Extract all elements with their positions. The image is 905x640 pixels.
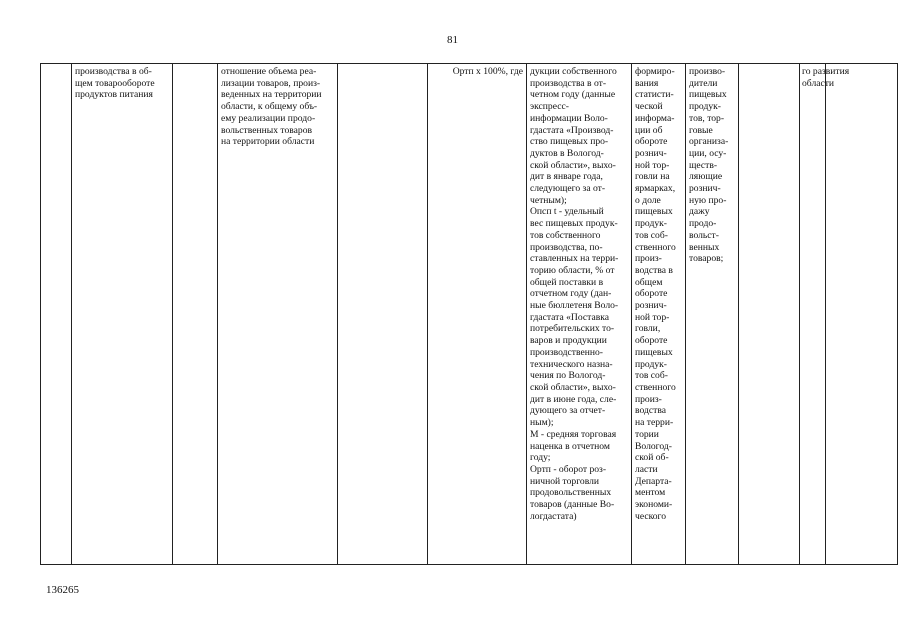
cell-text-line: произво- <box>689 66 726 77</box>
cell-text-line: ему реализации продо- <box>221 112 316 124</box>
cell-text-line: чения по Вологод- <box>530 370 606 382</box>
cell-text-line: производственно- <box>530 346 603 358</box>
cell-text-line: вольст- <box>689 229 719 241</box>
cell-text-line: рознич- <box>689 183 721 195</box>
cell-text-line: веденных на территории <box>221 89 322 101</box>
cell-participants <box>689 66 735 265</box>
cell-text-line: произ- <box>635 253 662 265</box>
cell-text-line: лизации товаров, произ- <box>221 77 321 89</box>
cell-text-line: щем товарообороте <box>75 77 155 89</box>
cell-text-line: вания <box>635 77 659 89</box>
cell-text-line: тов собственного <box>530 229 601 241</box>
cell-responsible <box>802 66 894 89</box>
cell-text-line: ментом <box>635 487 666 499</box>
cell-text-line: дажу <box>689 206 710 218</box>
table <box>40 63 826 565</box>
cell-text-line: пищевых <box>635 346 673 358</box>
cell-text-line: ществ- <box>689 159 718 171</box>
cell-text-line: вольственных товаров <box>221 124 313 136</box>
cell-text-line: пищевых <box>635 206 673 218</box>
cell-text-line: М - средняя торговая <box>530 428 617 440</box>
cell-text-line: ной тор- <box>635 159 670 171</box>
cell-text-line: водства в <box>635 264 673 276</box>
cell-text-line: дит в июне года, сле- <box>530 393 617 405</box>
cell-text-line: производства в от- <box>530 77 607 89</box>
cell-text-line: дители <box>689 77 718 89</box>
cell-text-line: на терри- <box>635 417 674 429</box>
cell-text-line: Вологод- <box>635 440 672 452</box>
cell-text-line: продуктов питания <box>75 89 153 101</box>
table-col-3 <box>172 64 217 564</box>
cell-text-line: ской области», выхо- <box>530 381 616 393</box>
cell-text-line: общем <box>635 276 663 288</box>
table-col-5 <box>337 64 427 564</box>
cell-text-line: продо- <box>689 218 717 230</box>
cell-text-line: Департа- <box>635 475 672 487</box>
cell-text-line: ской области», выхо- <box>530 159 616 171</box>
cell-text-line: отчетном году (дан- <box>530 288 612 300</box>
table-col-4 <box>217 64 337 564</box>
cell-text-line: информации Воло- <box>530 112 608 124</box>
cell-text-line: производства в об- <box>75 66 152 77</box>
cell-text-line: рознич- <box>635 300 667 312</box>
cell-text-line: ярмарках, <box>635 183 676 195</box>
cell-text-line: области <box>802 77 835 89</box>
cell-text-line: общей поставки в <box>530 276 604 288</box>
cell-text-line: ции об <box>635 124 663 136</box>
cell-text-line: формиро- <box>635 66 675 77</box>
cell-text-line: о доле <box>635 194 661 206</box>
cell-text-line: году; <box>530 452 551 464</box>
cell-text-line: пищевых <box>689 89 727 101</box>
table-col-12 <box>799 64 898 564</box>
cell-text-line: на территории области <box>221 136 315 148</box>
table-col-6 <box>427 64 526 564</box>
cell-text-line: дуктов в Вологод- <box>530 147 604 159</box>
cell-text-line: экспресс- <box>530 101 569 113</box>
cell-text-line: технического назна- <box>530 358 613 370</box>
cell-text-line: ной тор- <box>635 311 670 323</box>
cell-calculation-method <box>221 66 334 148</box>
cell-text-line: организа- <box>689 136 729 148</box>
cell-text-line: гдастата «Производ- <box>530 124 614 136</box>
page-number: 81 <box>447 34 458 46</box>
cell-text-line: области, к общему объ- <box>221 101 318 113</box>
cell-text-line: тории <box>635 428 659 440</box>
cell-text-line: торию области, % от <box>530 264 615 276</box>
cell-text-line: говли на <box>635 171 670 183</box>
cell-text-line: экономи- <box>635 499 673 511</box>
cell-text-line: четным); <box>530 194 567 206</box>
cell-text-line: статисти- <box>635 89 674 101</box>
cell-text-line: венных <box>689 241 720 253</box>
cell-text-line: Ортп - оборот роз- <box>530 463 607 475</box>
cell-data-source <box>635 66 682 522</box>
cell-text-line: вес пищевых продук- <box>530 218 618 230</box>
cell-text-line: ской об- <box>635 452 669 464</box>
cell-formula <box>431 66 523 78</box>
cell-text-line: ческой <box>635 101 663 113</box>
cell-text-line: логдастата) <box>530 510 577 522</box>
cell-formula-notes <box>530 66 628 522</box>
cell-text-line: потребительских то- <box>530 323 615 335</box>
cell-text-line: информа- <box>635 112 675 124</box>
cell-text-line: дит в январе года, <box>530 171 603 183</box>
table-col-2 <box>71 64 172 564</box>
cell-text-line: го развития <box>802 66 850 77</box>
cell-text-line: товаров; <box>689 253 724 265</box>
cell-text-line: тов соб- <box>635 229 668 241</box>
cell-text-line: варов и продукции <box>530 335 607 347</box>
cell-text-line: рознич- <box>635 147 667 159</box>
table-col-1 <box>40 64 71 564</box>
cell-text-line: четном году (данные <box>530 89 616 101</box>
document-id: 136265 <box>46 584 79 596</box>
cell-text-line: ную про- <box>689 194 727 206</box>
cell-text-line: Опсп t - удельный <box>530 206 604 218</box>
table-overflow-column <box>799 63 898 565</box>
cell-text-line: ным); <box>530 417 554 429</box>
cell-text-line: продук- <box>635 358 667 370</box>
cell-text-line: производства, по- <box>530 241 603 253</box>
cell-text-line: ственного <box>635 381 676 393</box>
cell-text-line: дующего за отчет- <box>530 405 606 417</box>
cell-text-line: произ- <box>635 393 662 405</box>
cell-text-line: ственного <box>635 241 676 253</box>
cell-text-line: ляющие <box>689 171 723 183</box>
cell-text-line: продовольственных <box>530 487 612 499</box>
cell-text-line: говые <box>689 124 713 136</box>
cell-text-line: водства <box>635 405 666 417</box>
cell-text-line: ческого <box>635 510 667 522</box>
cell-text-line: Ортп x 100%, где <box>452 66 523 77</box>
cell-text-line: ничной торговли <box>530 475 600 487</box>
table-col-8 <box>631 64 685 564</box>
cell-text-line: дукции собственного <box>530 66 617 77</box>
cell-text-line: обороте <box>635 136 668 148</box>
cell-text-line: тов, тор- <box>689 112 725 124</box>
table-col-9 <box>685 64 738 564</box>
cell-text-line: отношение объема реа- <box>221 66 317 77</box>
cell-text-line: ство пищевых про- <box>530 136 609 148</box>
cell-text-line: ные бюллетеня Воло- <box>530 300 619 312</box>
cell-text-line: товаров (данные Во- <box>530 499 615 511</box>
cell-text-line: тов соб- <box>635 370 668 382</box>
cell-text-line: наценка в отчетном <box>530 440 610 452</box>
cell-text-line: обороте <box>635 288 668 300</box>
cell-text-line: ставленных на терри- <box>530 253 619 265</box>
cell-text-line: продук- <box>635 218 667 230</box>
cell-text-line: продук- <box>689 101 721 113</box>
cell-text-line: обороте <box>635 335 668 347</box>
cell-text-line: следующего за от- <box>530 183 606 195</box>
cell-text-line: гдастата «Поставка <box>530 311 610 323</box>
cell-indicator-name <box>75 66 169 101</box>
cell-text-line: говли, <box>635 323 661 335</box>
table-col-10 <box>738 64 799 564</box>
cell-text-line: ласти <box>635 463 658 475</box>
cell-text-line: ции, осу- <box>689 147 727 159</box>
table-col-7 <box>526 64 631 564</box>
